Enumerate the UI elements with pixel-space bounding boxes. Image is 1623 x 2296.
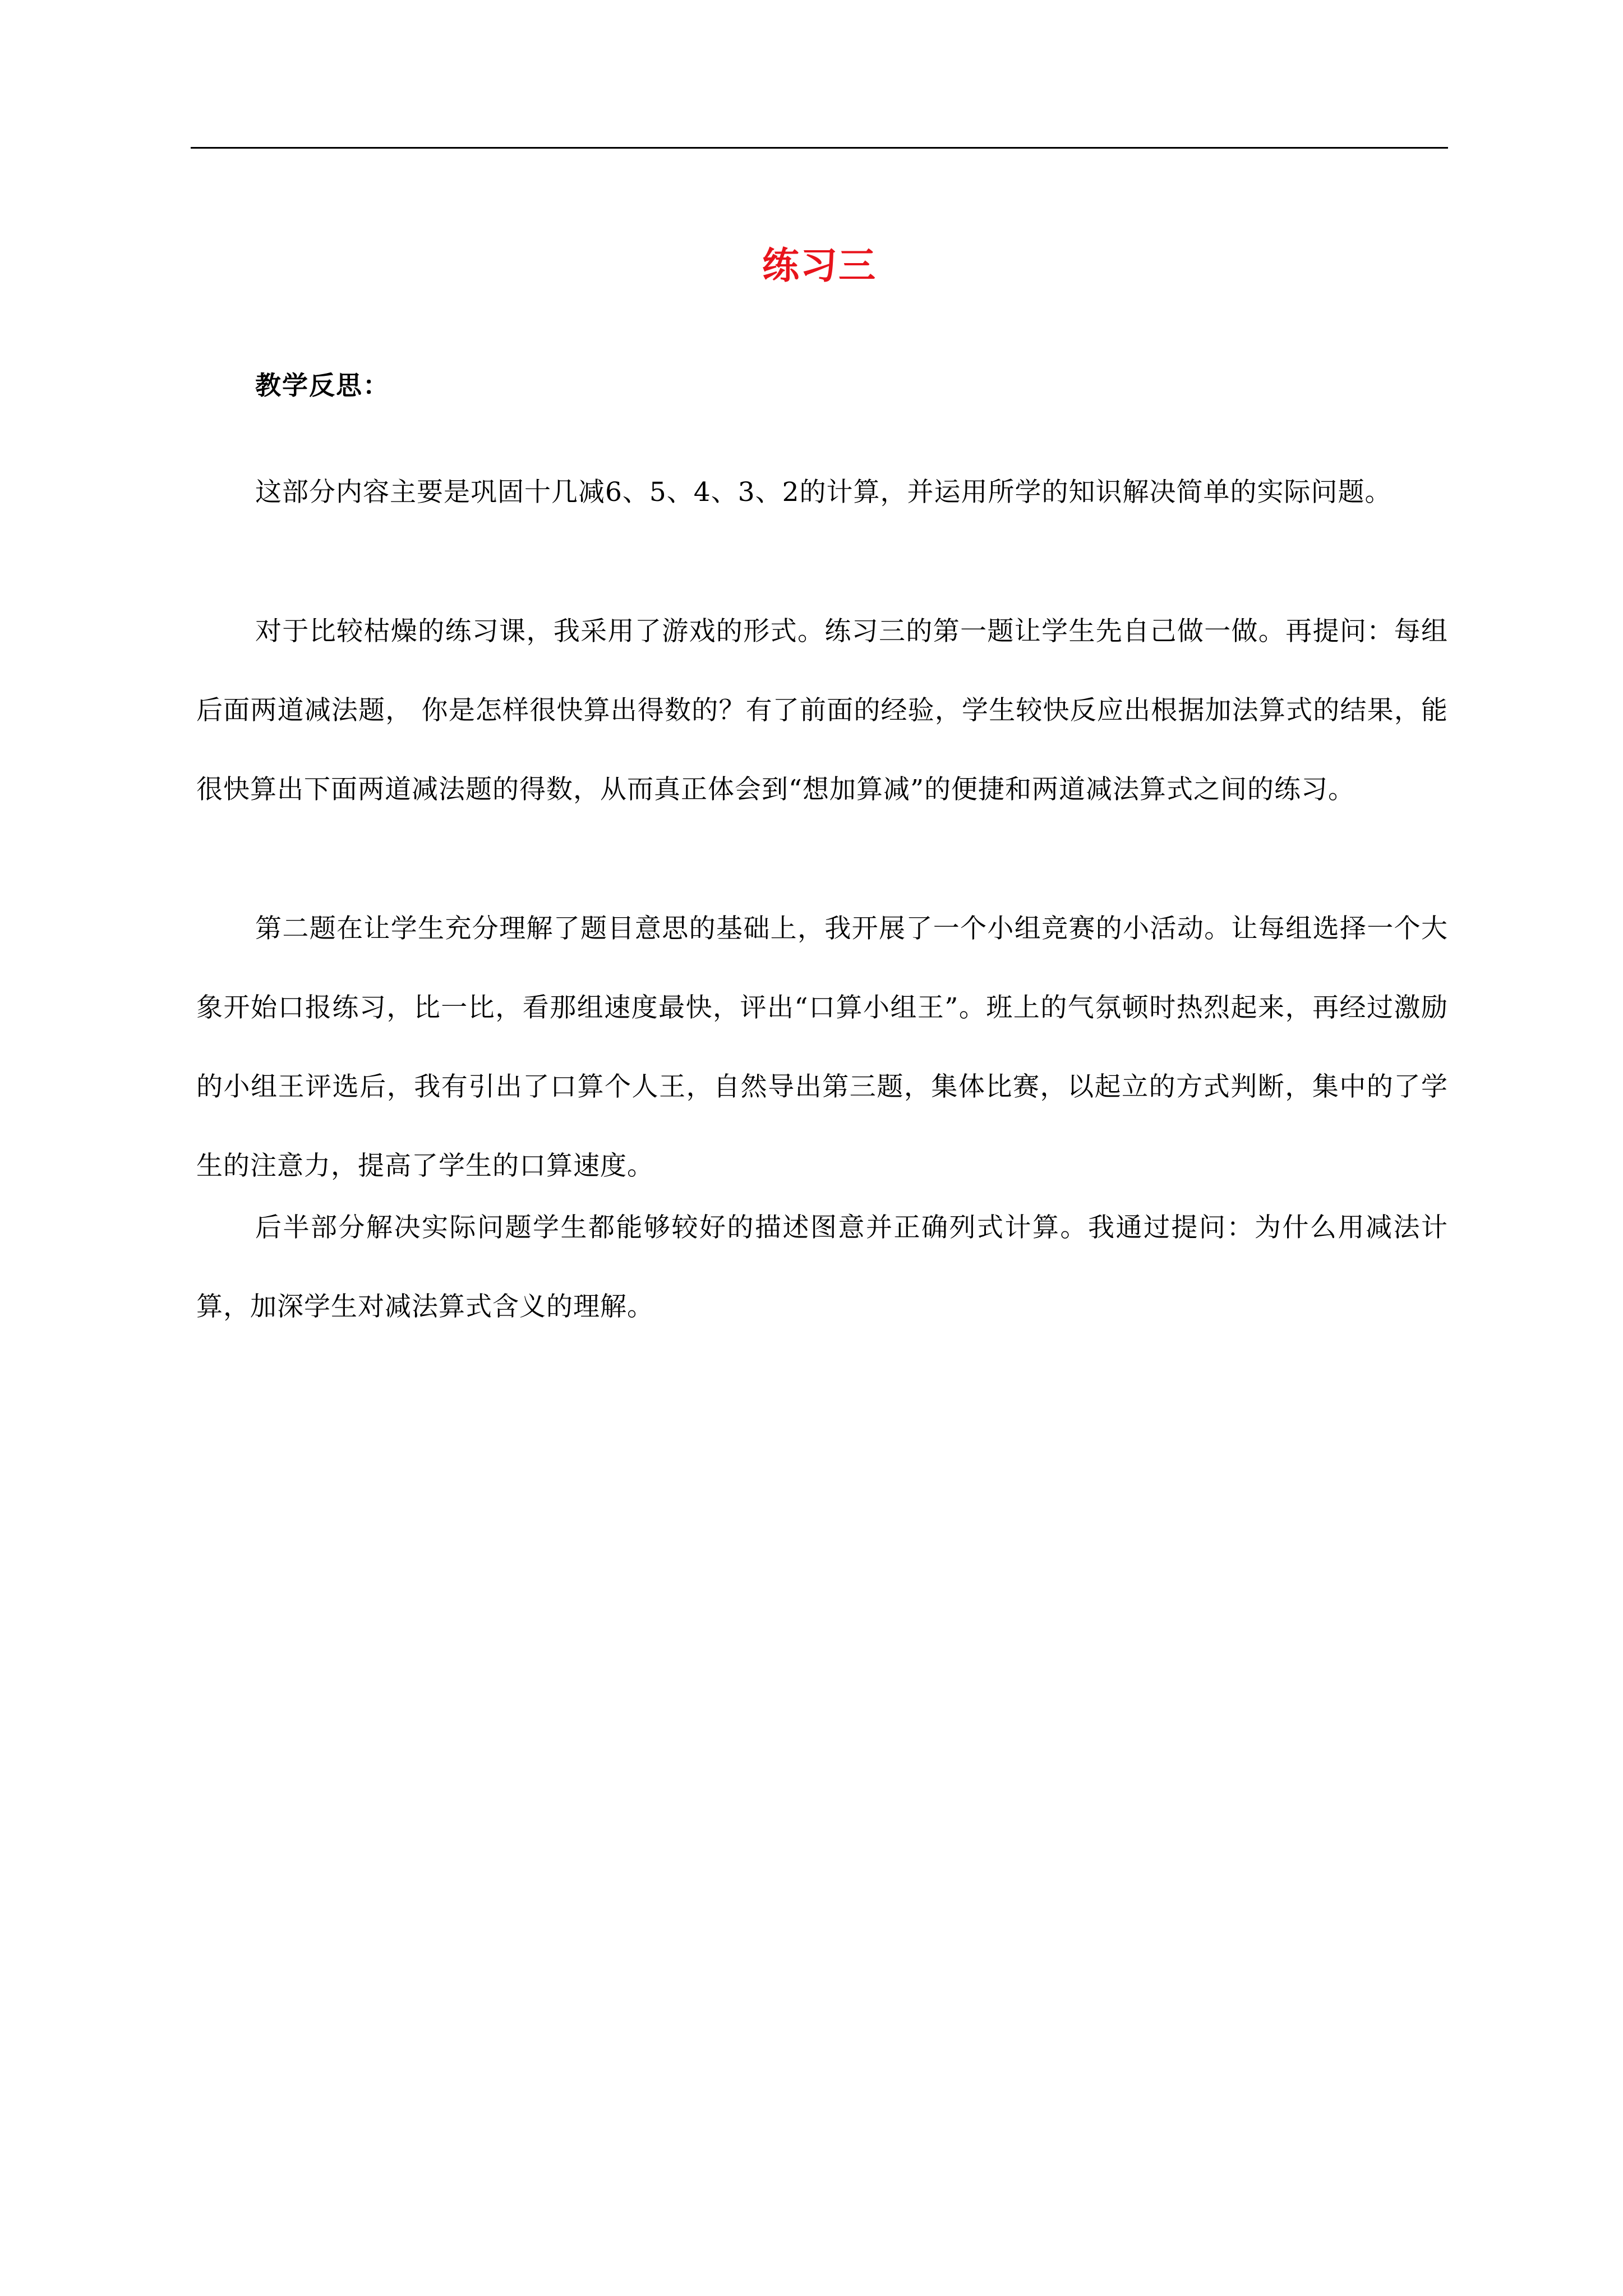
header-rule bbox=[191, 147, 1448, 149]
document-title: 练习三 bbox=[762, 243, 877, 287]
paragraph-4: 后半部分解决实际问题学生都能够较好的描述图意并正确列式计算。我通过提问：为什么用减法计算，加深学生对减法算式含义的理解。 bbox=[196, 1212, 1448, 1322]
paragraph-1: 这部分内容主要是巩固十几减6、5、4、3、2的计算，并运用所学的知识解决简单的实际问题。 bbox=[255, 477, 1392, 508]
paragraph-3: 第二题在让学生充分理解了题目意思的基础上，我开展了一个小组竞赛的小活动。让每组选择一个大象开始口报练习，比一比，看那组速度最快，评出“口算小组王”。班上的气氛顿时热烈起来，再经过激励的小组王评选后，我有引出了口算个人王，自然导出第三题，集体比赛，以起立的方式判断，集中的了学生的注意力，提高了学生的口算速度。 bbox=[196, 913, 1448, 1181]
paragraph-2: 对于比较枯燥的练习课，我采用了游戏的形式。练习三的第一题让学生先自己做一做。再提问：每组后面两道减法题， 你是怎样很快算出得数的？有了前面的经验，学生较快反应出根据加法算式的结果，能很快算出下面两道减法题的得数，从而真正体会到“想加算减”的便捷和两道减法算式之间的练习。 bbox=[196, 616, 1448, 805]
section-heading: 教学反思： bbox=[255, 370, 390, 401]
